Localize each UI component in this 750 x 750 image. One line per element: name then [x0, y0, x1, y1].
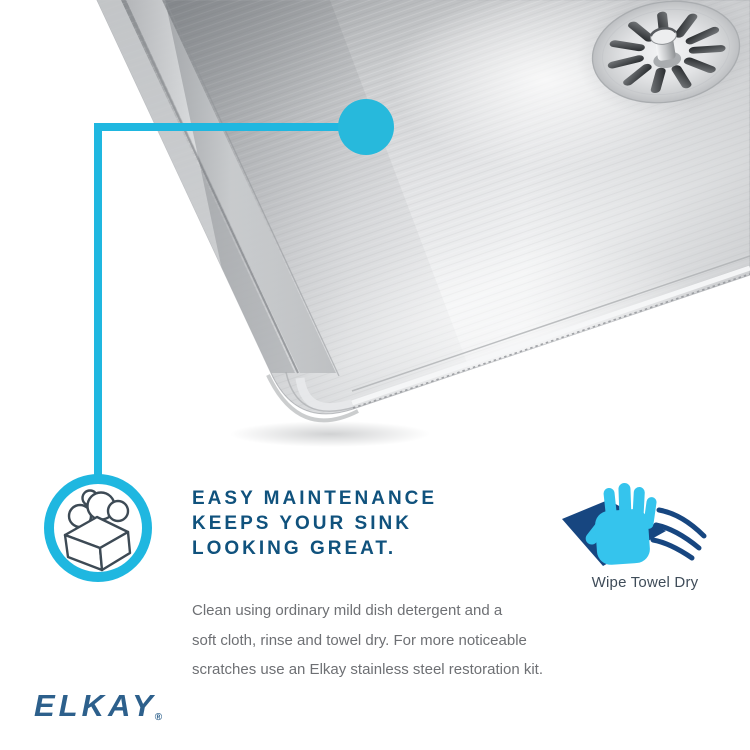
headline-line: LOOKING GREAT. — [192, 538, 397, 559]
logo-text: ELKAY — [34, 688, 157, 723]
soap-bar-icon — [43, 472, 153, 584]
headline — [192, 486, 437, 561]
body-text-line: Clean using ordinary mild dish detergent and a — [192, 602, 503, 619]
wipe-towel-icon — [552, 468, 712, 568]
feature-caption: Wipe Towel Dry — [591, 574, 699, 591]
headline-line: EASY MAINTENANCE — [192, 488, 438, 509]
sink-corner-shadow — [230, 421, 430, 447]
callout-line-vertical — [94, 123, 102, 475]
headline-line: KEEPS YOUR SINK — [192, 513, 412, 534]
elkay-logo — [34, 688, 164, 724]
callout-dot — [338, 99, 394, 155]
registered-mark: ® — [154, 712, 163, 723]
body-text — [192, 596, 543, 685]
motion-lines — [653, 510, 704, 558]
wipe-towel-feature — [552, 468, 732, 591]
body-text-line: scratches use an Elkay stainless steel restoration kit. — [192, 661, 543, 678]
body-text-line: soft cloth, rinse and towel dry. For more noticeable — [192, 631, 527, 649]
callout-line-horizontal — [94, 123, 344, 131]
